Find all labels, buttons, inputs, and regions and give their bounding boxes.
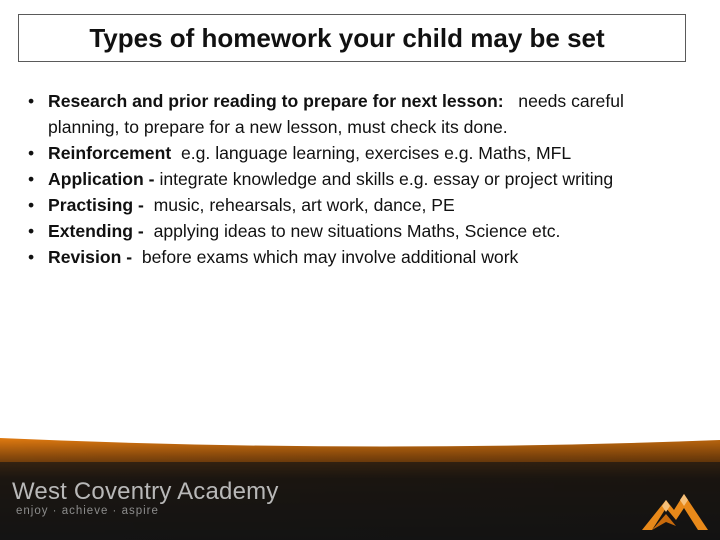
title-box [18, 14, 686, 62]
list-item [28, 218, 700, 244]
bullet-text: e.g. language learning, exercises e.g. Maths, MFL [180, 143, 572, 163]
school-tagline: enjoy · achieve · aspire [16, 505, 159, 517]
mountain-logo-icon [640, 486, 710, 536]
list-item [28, 166, 700, 192]
bullet-dot: • [28, 247, 35, 267]
bullet-dot: • [28, 143, 35, 163]
footer-band [0, 430, 720, 540]
bullet-text: before exams which may involve additional work [141, 247, 519, 267]
bullet-term: Practising - [48, 195, 144, 215]
bullet-term: Extending - [48, 221, 144, 241]
bullet-text: needs careful planning, to prepare for a new lesson, must check its done. [48, 91, 624, 137]
bullet-term: Application - [48, 169, 155, 189]
school-name: West Coventry Academy [12, 478, 279, 505]
bullet-dot: • [28, 169, 35, 189]
list-item [28, 88, 700, 140]
list-item [28, 244, 700, 270]
bullet-term: Revision - [48, 247, 133, 267]
bullet-term: Research and prior reading to prepare for next lesson: [48, 91, 504, 111]
bullet-dot: • [28, 195, 35, 215]
bullet-text: music, rehearsals, art work, dance, PE [153, 195, 455, 215]
bullet-text: applying ideas to new situations Maths, Science etc. [153, 221, 561, 241]
bullet-list [28, 88, 700, 270]
bullet-dot: • [28, 221, 35, 241]
list-item [28, 140, 700, 166]
bullet-term: Reinforcement [48, 143, 172, 163]
slide-title: Types of homework your child may be set [89, 22, 605, 53]
list-item [28, 192, 700, 218]
bullet-text: integrate knowledge and skills e.g. essay or project writing [159, 169, 614, 189]
bullet-dot: • [28, 91, 35, 111]
